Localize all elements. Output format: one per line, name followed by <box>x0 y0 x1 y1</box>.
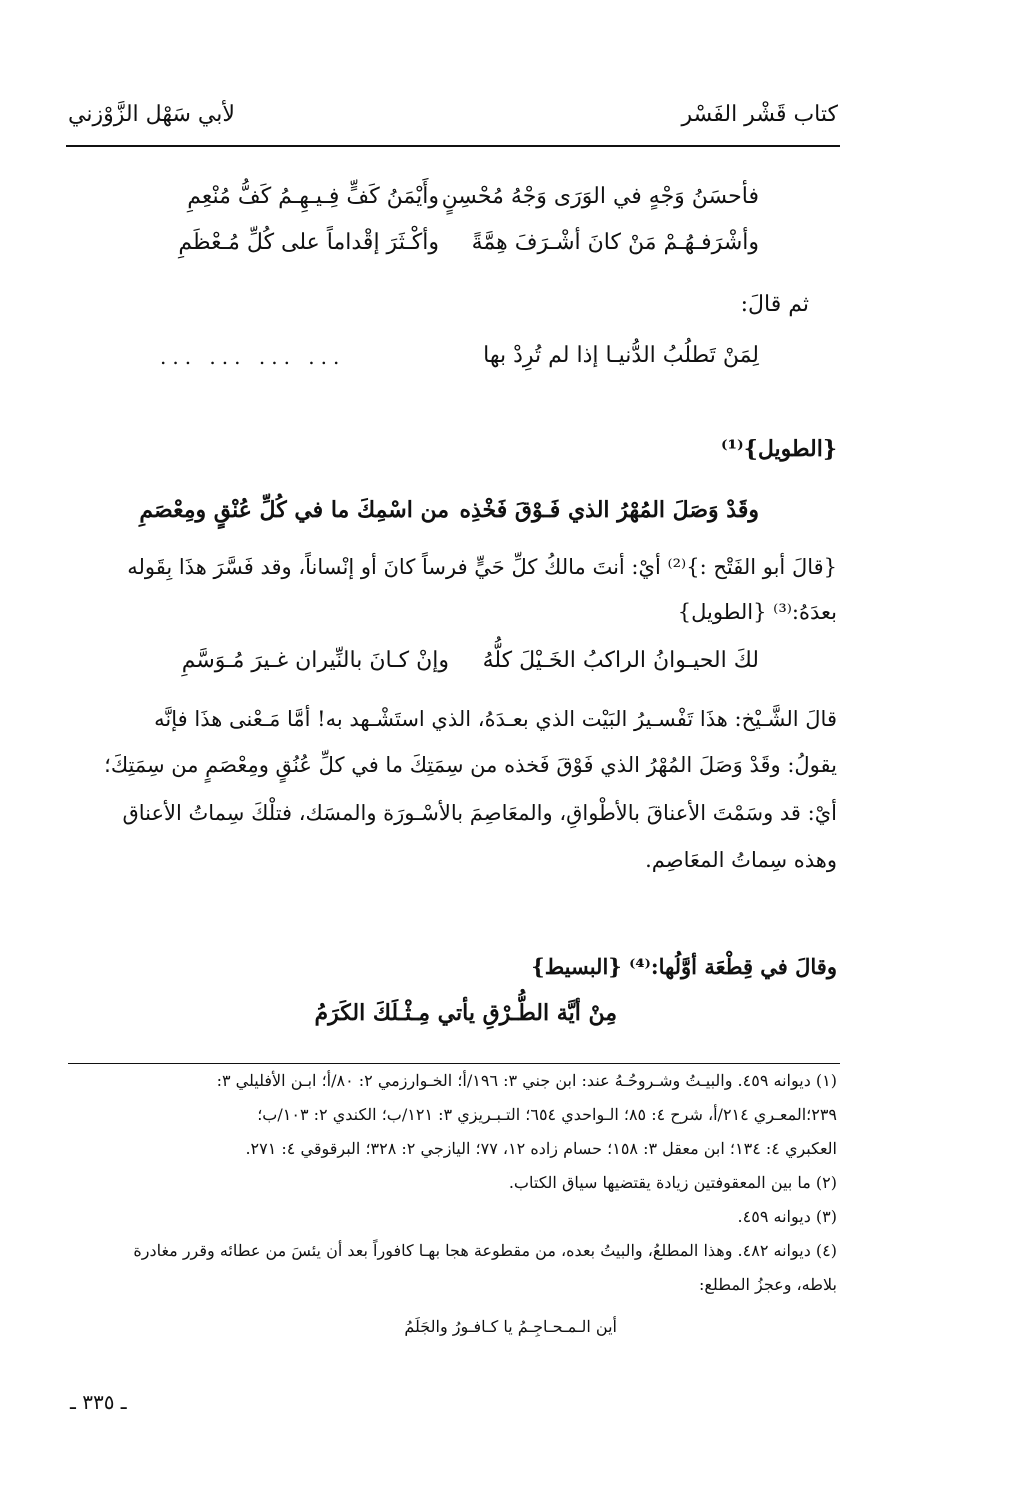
header-rule <box>66 145 840 147</box>
meter-tawil: {الطويل}⁽¹⁾ <box>720 436 837 462</box>
verse-2-second: وأكْـثَرَ إقْداماً على كُلِّ مُـعْظَمِ <box>178 230 439 255</box>
book-title: كتاب قَشْر الفَسْر <box>681 102 838 127</box>
footnote-3: (٣) ديوانه ٤٥٩. <box>737 1207 837 1226</box>
author-name: لأبي سَهْل الزَّوْزني <box>68 102 235 127</box>
footnote-4-verse: أين الـمـحـاجِـمُ يا كـافـورُ والجَلَمُ <box>404 1317 617 1336</box>
verse-2-first: وأشْرَفـهُـمْ مَنْ كانَ أشْـرَفَ هِمَّةً <box>471 230 759 255</box>
footnote-4-line-1: (٤) ديوانه ٤٨٢. وهذا المطلعُ، والبيتُ بعده، من مقطوعة هجا بهـا كافوراً بعد أن يئسَ من عطائه وقرر مغادرة <box>133 1241 837 1260</box>
verse-laka-first: لكَ الحيـوانُ الراكبُ الخَـيْلَ كلُّهُ <box>482 648 759 673</box>
verse-main-second: من اسْمِكَ ما في كُلِّ عُنْقٍ ومِعْصَمِ <box>139 497 449 523</box>
page-number: ـ ٣٣٥ ـ <box>70 1390 127 1414</box>
shaykh-line-2: يقولُ: وقَدْ وَصَلَ المُهْرُ الذي فَوْقَ فَخذه من سِمَتِكَ ما في كلِّ عُنُقٍ ومِعْصَمٍ من سِمَتِكَ؛ <box>104 753 837 777</box>
qitaa-intro: وقالَ في قِطْعَة أوَّلُها:⁽⁴⁾ {البسيط} <box>531 954 837 979</box>
shaykh-line-1: قالَ الشَّـيْخ: هذَا تَفْسـيرُ البَيْت الذي بعـدَهُ، الذي استَشْـهد به! أمَّا مَـعْنى هذَا فإنَّه <box>154 707 837 731</box>
footnote-2: (٢) ما بين المعقوفتين زيادة يقتضيها سياق الكتاب. <box>508 1173 837 1192</box>
footnote-1-line-2: ٢٣٩؛المعـري ٢١٤/أ، شرح ٤: ٨٥؛ الـواحدي ٦٥٤؛ التـبـريزي ٣: ١٢١/ب؛ الكندي ٢: ١٠٣/ب؛ <box>257 1105 837 1124</box>
thumma-qala: ثم قالَ: <box>740 292 809 317</box>
footnote-rule <box>68 1063 840 1064</box>
verse-single-dots: ... ... ... ... <box>160 345 346 369</box>
running-head <box>68 102 838 138</box>
footnote-1-line-3: العكبري ٤: ١٣٤؛ ابن معقل ٣: ١٥٨؛ حسام زاده ١٢، ٧٧؛ اليازجي ٢: ٣٢٨؛ البرقوقي ٤: ٢٧١. <box>245 1139 837 1158</box>
footnote-4-line-2: بلاطه، وعجزُ المطلع: <box>699 1275 837 1294</box>
verse-single-first: لِمَنْ تَطلُبُ الدُّنيـا إذا لم تُرِدْ بها <box>483 343 759 368</box>
verse-main-first: وقَدْ وَصَلَ المُهْرُ الذي فَـوْقَ فَخْذِه <box>459 497 759 523</box>
abu-fath-line-2: بعدَهُ:⁽³⁾ {الطويل} <box>677 600 837 624</box>
verse-laka-second: وإنْ كـانَ بالنِّيران غـيرَ مُـوَسَّمِ <box>181 648 449 673</box>
abu-fath-line-1: {قالَ أبو الفَتْح :}⁽²⁾ أيْ: أنتَ مالكُ كلِّ حَيٍّ فرساً كانَ أو إنْساناً، وقد فَسَّرَ هذَا بِقَوله <box>127 555 837 579</box>
shaykh-line-4: وهذه سِماتُ المعَاصِم. <box>645 848 837 872</box>
verse-1-second: وأَيْمَنُ كَفٍّ فِـيـهِـمُ كَفُّ مُنْعِمِ <box>187 184 439 209</box>
qitaa-verse: مِنْ أيَّة الطُّـرْقِ يأتي مِـثْـلَكَ الكَرَمُ <box>314 1000 617 1026</box>
footnote-1-line-1: (١) ديوانه ٤٥٩. والبيـتُ وشـروحُـهُ عند: ابن جني ٣: ١٩٦/أ؛ الخـوارزمي ٢: ٨٠/أ؛ ابـن الأفليلي ٣: <box>216 1071 837 1090</box>
verse-1-first: فأحسَنُ وَجْهٍ في الوَرَى وَجْهُ مُحْسِنٍ <box>441 184 759 209</box>
shaykh-line-3: أيْ: قد وسَمْتَ الأعناقَ بالأطْواقِ، والمعَاصِمَ بالأسْـورَة والمسَك، فتلْكَ سِماتُ الأعناق <box>122 801 837 825</box>
